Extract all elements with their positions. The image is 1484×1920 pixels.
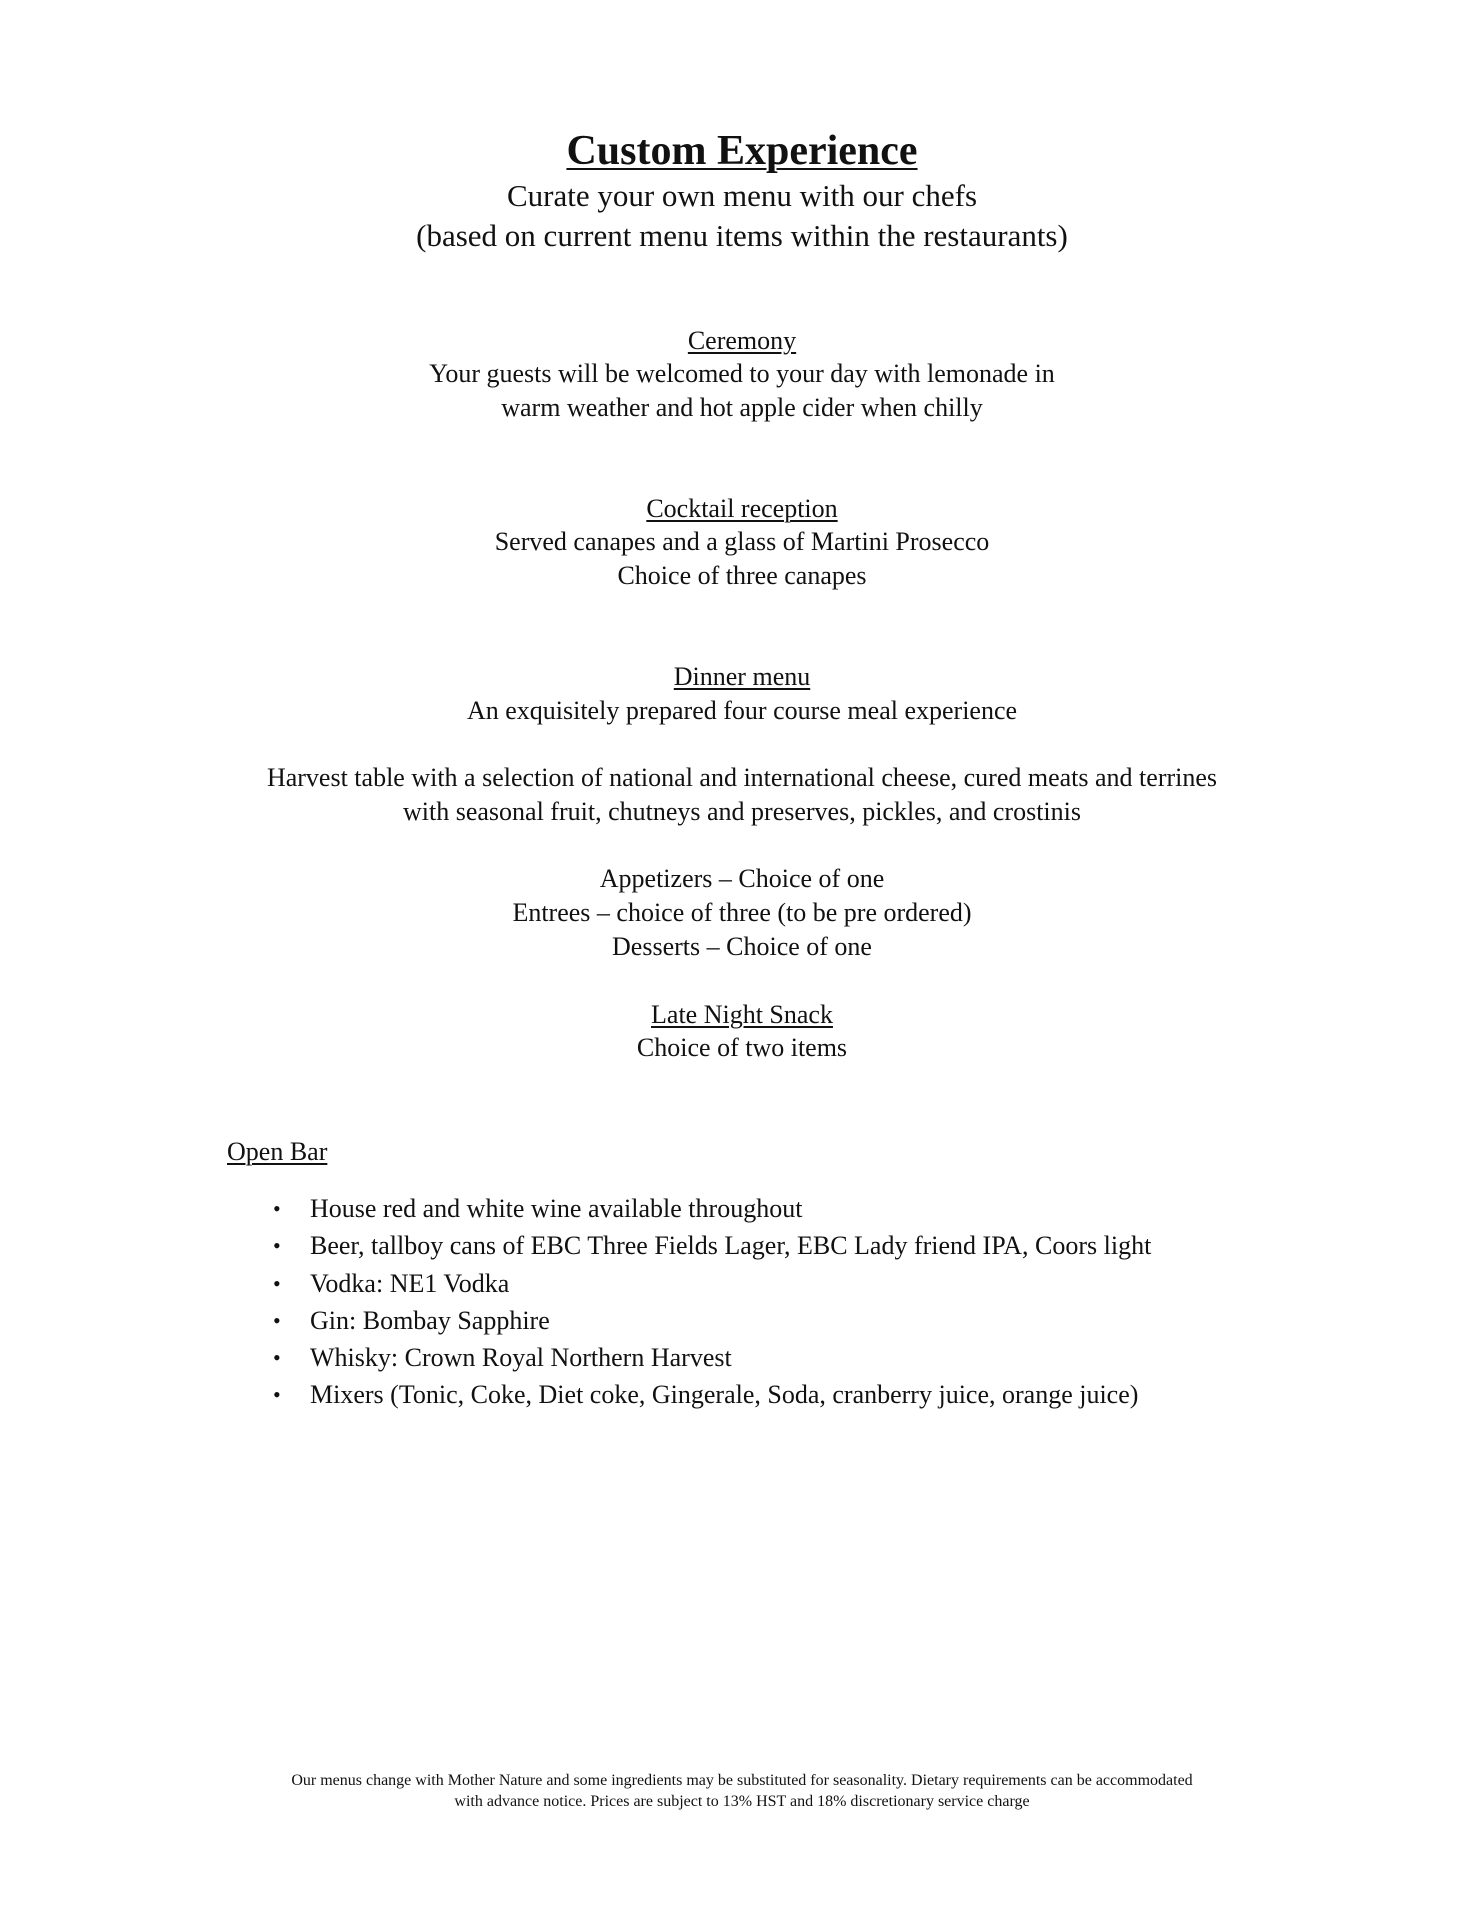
subtitle-line-2: (based on current menu items within the restaurants) [416,218,1068,253]
bullet-icon: • [273,1345,281,1371]
course-desserts: Desserts – Choice of one [612,932,872,961]
course-appetizers: Appetizers – Choice of one [599,864,885,893]
bullet-icon: • [273,1270,281,1296]
bar-item-mixers: Mixers (Tonic, Coke, Diet coke, Gingerale, Soda, cranberry juice, orange juice) [310,1380,1139,1410]
cocktail-line-2: Choice of three canapes [617,561,867,590]
course-list [0,862,1484,964]
list-item [227,1265,1151,1302]
list-item [227,1376,1151,1413]
ceremony-line-1: Your guests will be welcomed to your day with lemonade in [429,359,1055,388]
harvest-line-2: with seasonal fruit, chutneys and preserves, pickles, and crostinis [403,797,1081,826]
list-item [227,1339,1151,1376]
page-subtitle [0,176,1484,256]
course-entrees: Entrees – choice of three (to be pre ordered) [512,898,972,927]
dinner-heading: Dinner menu [673,662,811,691]
bullet-icon: • [273,1307,281,1333]
ceremony-text [0,357,1484,425]
bar-item-vodka: Vodka: NE1 Vodka [310,1268,510,1298]
open-bar-list [227,1190,1151,1414]
late-night-heading: Late Night Snack [651,1000,833,1029]
footer-line-1: Our menus change with Mother Nature and some ingredients may be substituted for seasonality. Dietary requirements can be accommodated [291,1772,1193,1789]
list-item [227,1302,1151,1339]
cocktail-text [0,525,1484,593]
list-item [227,1190,1151,1227]
subtitle-line-1: Curate your own menu with our chefs [506,178,978,213]
dinner-intro: An exquisitely prepared four course meal experience [466,696,1018,725]
ceremony-heading: Ceremony [687,326,797,355]
footer-line-2: with advance notice. Prices are subject to 13% HST and 18% discretionary service charge [454,1793,1030,1810]
cocktail-heading: Cocktail reception [646,494,838,523]
bar-item-wine: House red and white wine available throughout [310,1194,803,1223]
harvest-line-1: Harvest table with a selection of national and international cheese, cured meats and terrines [266,763,1218,792]
list-item [227,1227,1151,1264]
bullet-icon: • [273,1196,281,1221]
bullet-icon: • [273,1382,281,1408]
bar-item-beer: Beer, tallboy cans of EBC Three Fields Lager, EBC Lady friend IPA, Coors light [310,1231,1152,1261]
bar-item-gin: Gin: Bombay Sapphire [310,1305,550,1335]
bar-item-whisky: Whisky: Crown Royal Northern Harvest [310,1343,732,1373]
bullet-icon: • [273,1233,281,1259]
footer-note [0,1770,1484,1812]
late-night-text: Choice of two items [636,1033,848,1062]
open-bar-heading: Open Bar [227,1137,328,1166]
page-title: Custom Experience [566,128,918,174]
cocktail-line-1: Served canapes and a glass of Martini Prosecco [494,527,990,556]
harvest-table-text [0,761,1484,829]
ceremony-line-2: warm weather and hot apple cider when chilly [501,393,983,422]
